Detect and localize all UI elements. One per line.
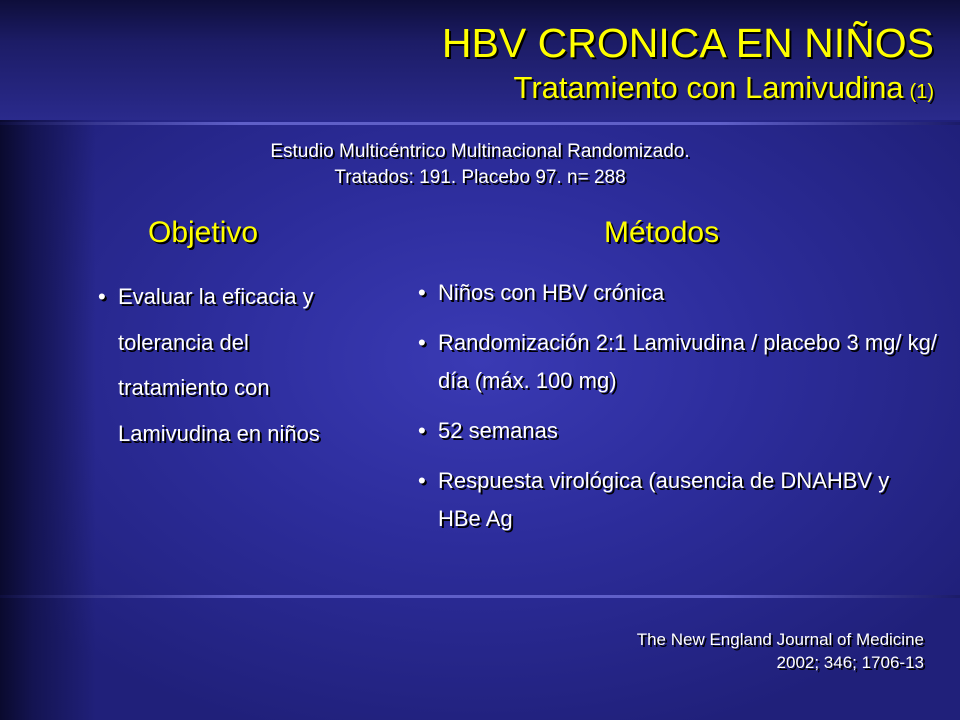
list-item xyxy=(418,324,938,400)
citation xyxy=(637,628,924,674)
metodos-heading: Métodos xyxy=(604,216,720,249)
slide-title: HBV CRONICA EN NIÑOS xyxy=(441,20,934,66)
header-divider xyxy=(0,122,960,125)
citation-reference: 2002; 346; 1706-13 xyxy=(776,653,924,672)
metodos-item-text: 52 semanas xyxy=(438,418,558,443)
metodos-item-text: Randomización 2:1 Lamivudina / placebo 3 mg/ kg/ día (máx. 100 mg) xyxy=(438,330,937,393)
slide-subtitle xyxy=(514,70,934,106)
list-item xyxy=(418,412,938,450)
bullet-icon: • xyxy=(418,280,426,305)
list-item xyxy=(418,274,938,312)
bullet-icon: • xyxy=(418,468,426,493)
objetivo-heading: Objetivo xyxy=(148,216,259,249)
subtitle-text: Tratamiento con Lamivudina xyxy=(513,70,904,105)
list-item xyxy=(418,462,938,538)
subtitle-footnote: (1) xyxy=(909,81,934,103)
objetivo-item-text: Evaluar la eficacia y tolerancia del tratamiento con Lamivudina en niños xyxy=(118,284,320,446)
metodos-item-text: Niños con HBV crónica xyxy=(438,280,665,305)
study-description xyxy=(0,139,960,191)
citation-journal: The New England Journal of Medicine xyxy=(636,630,924,649)
metodos-item-text: Respuesta virológica (ausencia de DNAHBV y HBe Ag xyxy=(438,468,890,531)
list-item xyxy=(98,274,328,456)
study-design: Estudio Multicéntrico Multinacional Randomizado. xyxy=(270,141,690,162)
metodos-list xyxy=(418,274,938,550)
bullet-icon: • xyxy=(98,284,106,309)
bullet-icon: • xyxy=(418,330,426,355)
footer-divider xyxy=(0,595,960,598)
objetivo-list xyxy=(98,274,328,456)
bullet-icon: • xyxy=(418,418,426,443)
study-sample-size: Tratados: 191. Placebo 97. n= 288 xyxy=(334,167,626,188)
